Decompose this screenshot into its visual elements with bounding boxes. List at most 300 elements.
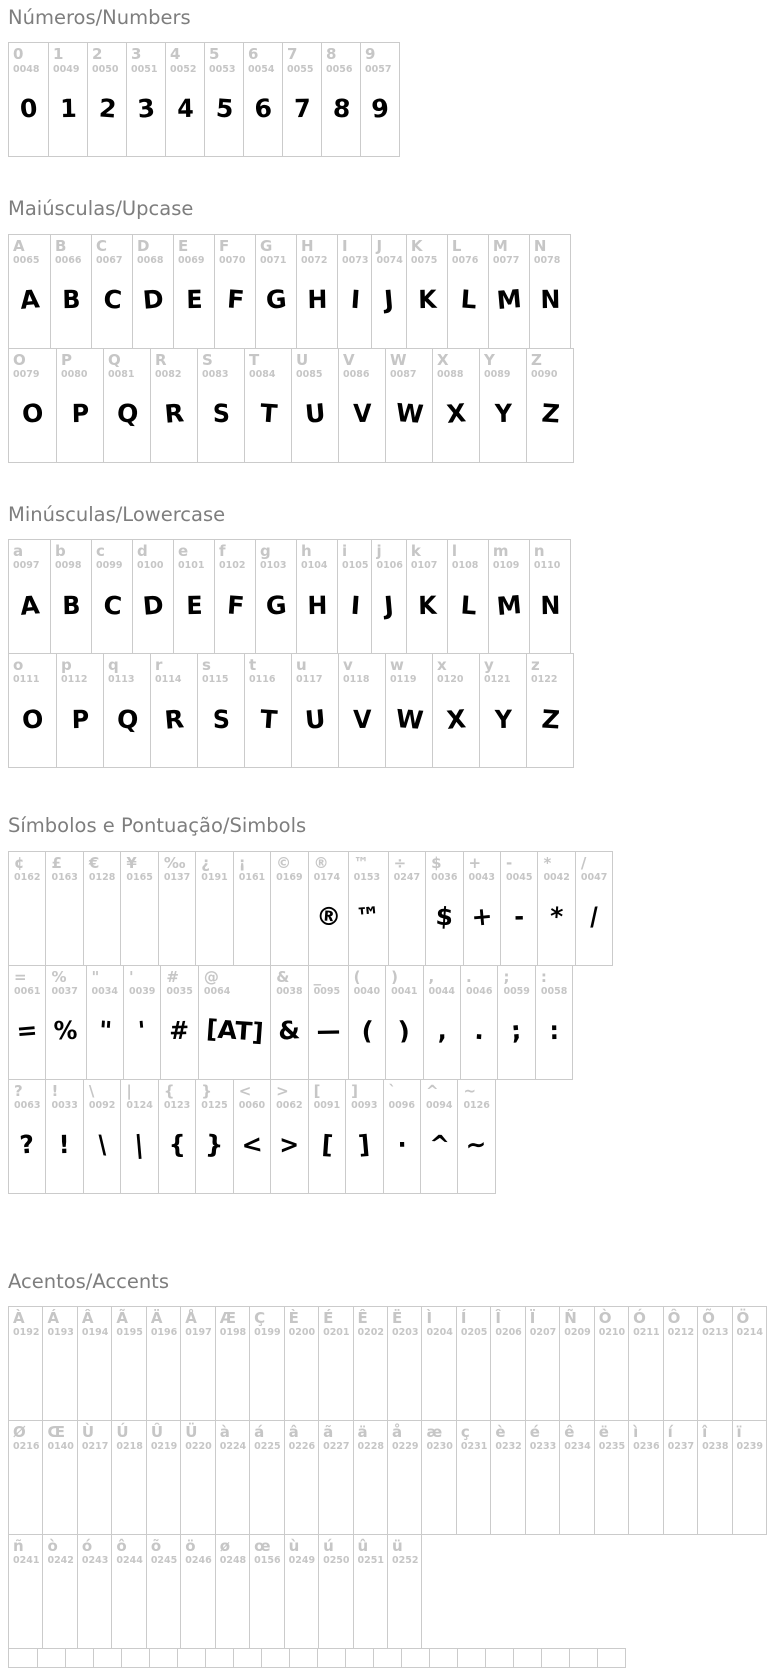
cell-char-label: h bbox=[301, 542, 312, 561]
cell-glyph: L bbox=[459, 285, 478, 316]
cell-glyph: B bbox=[62, 285, 81, 315]
cell-glyph: P bbox=[71, 399, 90, 429]
cell-char-label: ê bbox=[564, 1422, 575, 1441]
cell-char-label: ? bbox=[14, 1081, 23, 1100]
cell-code-label: 0101 bbox=[178, 560, 205, 572]
char-cell bbox=[497, 966, 534, 1079]
char-cell bbox=[37, 1649, 65, 1667]
cell-char-label: Z bbox=[531, 350, 542, 369]
cell-code-label: 0252 bbox=[391, 1555, 419, 1567]
cell-code-label: 0100 bbox=[137, 560, 164, 572]
cell-glyph: < bbox=[239, 1129, 264, 1161]
char-cell bbox=[215, 1307, 249, 1420]
cell-glyph: J bbox=[383, 590, 396, 621]
cell-glyph: N bbox=[540, 285, 561, 315]
char-cell bbox=[177, 1649, 205, 1667]
char-cell bbox=[594, 1307, 628, 1420]
char-row bbox=[8, 851, 613, 966]
char-cell bbox=[337, 235, 371, 348]
cell-char-label: p bbox=[61, 656, 72, 675]
cell-code-label: 0058 bbox=[540, 985, 568, 997]
cell-char-label: ó bbox=[81, 1536, 93, 1555]
cell-code-label: 0042 bbox=[543, 871, 570, 883]
char-cell bbox=[526, 349, 573, 462]
cell-glyph: ) bbox=[397, 1015, 412, 1046]
cell-glyph: G bbox=[264, 284, 288, 316]
char-cell bbox=[345, 1080, 382, 1193]
cell-char-label: m bbox=[492, 542, 509, 561]
char-table-lowercase bbox=[8, 539, 653, 768]
cell-char-label: } bbox=[201, 1081, 212, 1100]
cell-glyph bbox=[389, 1338, 421, 1413]
cell-char-label: K bbox=[410, 236, 423, 255]
cell-char-label: Î bbox=[495, 1308, 501, 1327]
cell-code-label: 0217 bbox=[81, 1441, 109, 1453]
cell-glyph: + bbox=[469, 901, 494, 933]
cell-glyph: T bbox=[259, 399, 279, 430]
cell-code-label: 0207 bbox=[529, 1327, 557, 1339]
cell-glyph: ™ bbox=[354, 901, 382, 933]
cell-glyph: Z bbox=[540, 399, 561, 430]
section-upcase bbox=[8, 197, 653, 462]
cell-code-label: 0062 bbox=[276, 1099, 303, 1111]
cell-glyph: U bbox=[303, 398, 327, 430]
cell-code-label: 0247 bbox=[393, 871, 421, 883]
cell-glyph: ^ bbox=[427, 1129, 451, 1161]
char-cell bbox=[597, 1649, 625, 1667]
cell-glyph: Y bbox=[494, 399, 513, 429]
char-cell bbox=[9, 1421, 42, 1534]
cell-char-label: 6 bbox=[248, 45, 259, 64]
cell-glyph: V bbox=[352, 704, 372, 735]
char-cell bbox=[150, 349, 197, 462]
cell-code-label: 0236 bbox=[633, 1441, 660, 1453]
char-cell bbox=[146, 1421, 180, 1534]
char-cell bbox=[91, 540, 132, 653]
cell-code-label: 0213 bbox=[702, 1327, 729, 1339]
cell-code-label: 0229 bbox=[391, 1441, 419, 1453]
cell-glyph bbox=[199, 882, 231, 957]
char-cell bbox=[126, 43, 165, 156]
cell-code-label: 0057 bbox=[365, 63, 392, 75]
char-cell bbox=[77, 1421, 111, 1534]
cell-char-label: Ë bbox=[391, 1308, 403, 1327]
cell-glyph: { bbox=[168, 1130, 186, 1160]
char-cell bbox=[529, 235, 570, 348]
cell-code-label: 0121 bbox=[484, 674, 511, 686]
char-cell bbox=[317, 1649, 345, 1667]
cell-code-label: 0114 bbox=[155, 674, 182, 686]
cell-char-label: L bbox=[451, 236, 462, 255]
cell-glyph bbox=[700, 1338, 732, 1413]
char-cell bbox=[388, 852, 425, 965]
char-row bbox=[8, 1420, 767, 1535]
cell-char-label: Y bbox=[484, 350, 495, 369]
cell-glyph bbox=[79, 1452, 111, 1527]
section-lowercase bbox=[8, 503, 653, 768]
char-cell bbox=[9, 349, 56, 462]
cell-glyph bbox=[358, 1566, 384, 1640]
cell-glyph: / bbox=[588, 902, 600, 932]
cell-glyph: K bbox=[417, 285, 437, 315]
cell-glyph: D bbox=[141, 590, 165, 621]
cell-code-label: 0120 bbox=[437, 674, 464, 686]
char-table-upcase bbox=[8, 234, 653, 463]
cell-glyph bbox=[113, 1338, 146, 1413]
char-cell bbox=[353, 1421, 387, 1534]
cell-char-label: z bbox=[531, 656, 540, 675]
char-cell bbox=[385, 349, 432, 462]
cell-glyph bbox=[123, 882, 156, 957]
cell-char-label: ® bbox=[313, 853, 329, 872]
char-cell bbox=[348, 966, 385, 1079]
cell-code-label: 0117 bbox=[296, 674, 323, 686]
cell-glyph: ' bbox=[136, 1016, 148, 1046]
cell-code-label: 0088 bbox=[437, 369, 464, 381]
cell-glyph bbox=[86, 882, 118, 957]
cell-char-label: æ bbox=[426, 1422, 443, 1441]
cell-code-label: 0068 bbox=[137, 255, 164, 267]
char-cell bbox=[541, 1649, 569, 1667]
cell-code-label: 0034 bbox=[91, 985, 118, 997]
char-row bbox=[8, 234, 571, 349]
cell-char-label: ( bbox=[353, 967, 361, 986]
cell-char-label: C bbox=[96, 236, 108, 255]
cell-char-label: ñ bbox=[13, 1536, 24, 1555]
cell-char-label: Õ bbox=[702, 1308, 715, 1327]
char-cell bbox=[77, 1307, 111, 1420]
cell-char-label: f bbox=[219, 542, 226, 561]
cell-char-label: s bbox=[202, 656, 211, 675]
cell-glyph bbox=[51, 883, 77, 957]
cell-glyph bbox=[320, 1452, 353, 1527]
cell-char-label: ø bbox=[219, 1536, 231, 1555]
cell-glyph: ] bbox=[357, 1129, 371, 1160]
cell-code-label: 0044 bbox=[428, 985, 455, 997]
cell-char-label: ) bbox=[391, 967, 398, 986]
char-cell bbox=[45, 852, 82, 965]
cell-code-label: 0201 bbox=[323, 1327, 350, 1339]
cell-code-label: 0048 bbox=[13, 63, 40, 75]
cell-code-label: 0230 bbox=[426, 1441, 453, 1453]
cell-code-label: 0200 bbox=[288, 1327, 316, 1339]
char-cell bbox=[663, 1421, 697, 1534]
cell-char-label: J bbox=[376, 236, 383, 255]
char-cell bbox=[214, 540, 255, 653]
char-row-cutoff bbox=[8, 1648, 626, 1668]
cell-char-label: S bbox=[202, 350, 213, 369]
cell-char-label: P bbox=[61, 350, 72, 369]
section-title-symbols: Símbolos e Pontuação/Simbols bbox=[8, 814, 307, 838]
char-cell bbox=[165, 43, 204, 156]
cell-glyph bbox=[11, 882, 44, 957]
cell-char-label: ô bbox=[116, 1536, 127, 1555]
char-cell bbox=[348, 852, 388, 965]
cell-char-label: 0 bbox=[13, 45, 24, 64]
char-cell bbox=[373, 1649, 401, 1667]
cell-code-label: 0080 bbox=[61, 369, 88, 381]
cell-glyph: J bbox=[383, 285, 396, 315]
char-cell bbox=[158, 852, 195, 965]
cell-char-label: { bbox=[163, 1081, 175, 1100]
cell-glyph: M bbox=[495, 589, 523, 622]
char-cell bbox=[255, 540, 296, 653]
cell-glyph: E bbox=[186, 590, 203, 621]
char-cell bbox=[321, 43, 360, 156]
cell-code-label: 0107 bbox=[410, 560, 438, 572]
char-cell bbox=[308, 1080, 345, 1193]
cell-glyph bbox=[461, 1452, 487, 1526]
cell-char-label: 8 bbox=[326, 45, 337, 64]
cell-glyph bbox=[47, 1566, 73, 1640]
cell-char-label: À bbox=[13, 1308, 25, 1327]
cell-glyph: X bbox=[445, 398, 468, 430]
cell-code-label: 0174 bbox=[313, 871, 341, 883]
cell-code-label: 0227 bbox=[323, 1441, 350, 1453]
char-cell bbox=[406, 235, 447, 348]
cell-code-label: 0216 bbox=[13, 1441, 40, 1453]
char-cell bbox=[180, 1421, 214, 1534]
char-cell bbox=[91, 235, 132, 348]
char-cell bbox=[284, 1421, 318, 1534]
cell-glyph: — bbox=[315, 1016, 341, 1046]
char-cell bbox=[233, 1649, 261, 1667]
cell-code-label: 0165 bbox=[126, 871, 153, 883]
cell-glyph bbox=[254, 1566, 280, 1640]
cell-code-label: 0041 bbox=[391, 985, 418, 997]
cell-glyph bbox=[461, 1338, 487, 1412]
cell-code-label: 0053 bbox=[209, 63, 236, 75]
cell-char-label: 5 bbox=[209, 45, 220, 64]
cell-char-label: É bbox=[323, 1308, 334, 1327]
cell-glyph: · bbox=[396, 1130, 407, 1160]
char-cell bbox=[173, 235, 214, 348]
cell-glyph: R bbox=[163, 704, 186, 735]
cell-glyph: Z bbox=[540, 704, 561, 735]
cell-char-label: õ bbox=[150, 1536, 162, 1555]
cell-glyph: & bbox=[277, 1015, 302, 1047]
char-cell bbox=[132, 235, 173, 348]
char-cell bbox=[513, 1649, 541, 1667]
char-cell bbox=[385, 654, 432, 767]
cell-glyph: 0 bbox=[18, 93, 39, 124]
cell-code-label: 0065 bbox=[13, 255, 40, 267]
char-cell bbox=[9, 654, 56, 767]
cell-char-label: * bbox=[543, 853, 552, 872]
section-accents bbox=[8, 1269, 763, 1668]
cell-char-label: ÷ bbox=[393, 853, 407, 872]
cell-char-label: ¥ bbox=[126, 853, 137, 872]
cell-char-label: ¡ bbox=[238, 853, 246, 872]
cell-code-label: 0110 bbox=[533, 560, 561, 572]
cell-glyph bbox=[564, 1338, 590, 1412]
cell-char-label: [ bbox=[313, 1081, 321, 1100]
char-cell bbox=[233, 1080, 270, 1193]
cell-char-label: > bbox=[276, 1081, 289, 1100]
cell-code-label: 0224 bbox=[219, 1441, 247, 1453]
cell-char-label: @ bbox=[203, 967, 219, 986]
char-cell bbox=[215, 1421, 249, 1534]
cell-code-label: 0033 bbox=[51, 1099, 78, 1111]
char-cell bbox=[697, 1421, 731, 1534]
cell-code-label: 0209 bbox=[564, 1327, 591, 1339]
cell-glyph: G bbox=[264, 590, 288, 621]
cell-char-label: + bbox=[468, 853, 482, 872]
cell-glyph: 4 bbox=[176, 94, 194, 124]
cell-glyph bbox=[596, 1338, 628, 1413]
cell-glyph bbox=[79, 1566, 111, 1641]
char-cell bbox=[338, 349, 385, 462]
cell-char-label: x bbox=[437, 656, 447, 675]
cell-code-label: 0064 bbox=[203, 985, 231, 997]
cell-char-label: ì bbox=[633, 1422, 639, 1441]
cell-char-label: ` bbox=[388, 1081, 397, 1100]
cell-code-label: 0210 bbox=[598, 1327, 626, 1339]
char-row bbox=[8, 653, 574, 768]
cell-char-label: ã bbox=[323, 1422, 334, 1441]
char-table-accents bbox=[8, 1306, 763, 1668]
cell-char-label: v bbox=[343, 656, 353, 675]
char-row bbox=[8, 1534, 422, 1649]
cell-code-label: 0203 bbox=[391, 1327, 419, 1339]
char-cell bbox=[48, 43, 87, 156]
cell-glyph: F bbox=[226, 285, 246, 316]
cell-char-label: ¢ bbox=[14, 853, 25, 872]
cell-char-label: X bbox=[437, 350, 449, 369]
cell-code-label: 0212 bbox=[667, 1327, 695, 1339]
cell-code-label: 0105 bbox=[342, 560, 369, 572]
char-cell bbox=[485, 1649, 513, 1667]
char-cell bbox=[103, 654, 150, 767]
cell-char-label: Ñ bbox=[564, 1308, 577, 1327]
cell-char-label: O bbox=[13, 350, 26, 369]
cell-code-label: 0242 bbox=[47, 1555, 74, 1567]
cell-code-label: 0067 bbox=[96, 255, 123, 267]
cell-glyph: > bbox=[279, 1130, 300, 1160]
cell-code-label: 0102 bbox=[219, 560, 246, 572]
cell-code-label: 0073 bbox=[342, 255, 369, 267]
cell-glyph bbox=[79, 1338, 111, 1413]
char-cell bbox=[42, 1535, 76, 1648]
cell-char-label: î bbox=[702, 1422, 708, 1441]
cell-glyph bbox=[527, 1338, 560, 1413]
cell-char-label: B bbox=[55, 236, 67, 255]
cell-char-label: Ï bbox=[529, 1308, 536, 1327]
char-row bbox=[8, 1079, 496, 1194]
cell-glyph: H bbox=[307, 590, 328, 621]
section-numbers bbox=[8, 6, 653, 157]
char-cell bbox=[195, 1080, 232, 1193]
char-cell bbox=[425, 852, 462, 965]
section-title-lowercase: Minúsculas/Lowercase bbox=[8, 502, 226, 526]
char-cell bbox=[420, 1080, 457, 1193]
char-cell bbox=[432, 349, 479, 462]
cell-code-label: 0196 bbox=[150, 1327, 178, 1339]
cell-code-label: 0079 bbox=[13, 369, 40, 381]
cell-char-label: ä bbox=[357, 1422, 368, 1441]
cell-code-label: 0226 bbox=[288, 1441, 316, 1453]
cell-char-label: G bbox=[260, 236, 273, 255]
char-row bbox=[8, 539, 571, 654]
char-cell bbox=[559, 1307, 593, 1420]
cell-code-label: 0104 bbox=[301, 560, 328, 572]
cell-code-label: 0066 bbox=[55, 255, 82, 267]
cell-glyph bbox=[217, 1452, 250, 1527]
cell-glyph: Q bbox=[116, 704, 140, 735]
char-cell bbox=[205, 1649, 233, 1667]
cell-char-label: U bbox=[296, 350, 309, 369]
char-cell bbox=[447, 235, 488, 348]
char-cell bbox=[308, 966, 348, 1079]
cell-char-label: $ bbox=[431, 853, 442, 872]
cell-code-label: 0036 bbox=[431, 871, 458, 883]
cell-glyph bbox=[733, 1338, 766, 1413]
cell-code-label: 0123 bbox=[163, 1099, 191, 1111]
cell-glyph bbox=[183, 1338, 215, 1413]
cell-glyph bbox=[10, 1452, 43, 1527]
cell-char-label: F bbox=[219, 236, 230, 255]
cell-char-label: € bbox=[88, 853, 100, 872]
cell-char-label: : bbox=[540, 967, 547, 986]
cell-char-label: ö bbox=[185, 1536, 196, 1555]
char-cell bbox=[197, 349, 244, 462]
char-cell bbox=[42, 1421, 76, 1534]
char-cell bbox=[460, 966, 497, 1079]
cell-glyph: W bbox=[394, 398, 425, 430]
char-cell bbox=[146, 1535, 180, 1648]
cell-glyph: ® bbox=[314, 901, 342, 933]
cell-code-label: 0220 bbox=[185, 1441, 212, 1453]
cell-char-label: e bbox=[178, 542, 189, 561]
char-cell bbox=[56, 654, 103, 767]
char-cell bbox=[383, 1080, 420, 1193]
cell-glyph: R bbox=[163, 398, 186, 430]
cell-glyph bbox=[700, 1452, 732, 1527]
cell-code-label: 0124 bbox=[126, 1099, 153, 1111]
char-cell bbox=[50, 235, 91, 348]
char-cell bbox=[261, 1649, 289, 1667]
cell-char-label: 7 bbox=[287, 45, 298, 64]
char-cell bbox=[9, 540, 50, 653]
cell-char-label: E bbox=[178, 236, 189, 255]
cell-char-label: å bbox=[391, 1422, 403, 1441]
char-cell bbox=[45, 1080, 82, 1193]
cell-code-label: 0108 bbox=[451, 560, 479, 572]
cell-code-label: 0195 bbox=[116, 1327, 143, 1339]
cell-char-label: t bbox=[249, 656, 257, 675]
cell-code-label: 0161 bbox=[238, 871, 266, 883]
cell-char-label: w bbox=[390, 656, 404, 675]
cell-code-label: 0234 bbox=[564, 1441, 591, 1453]
cell-char-label: ò bbox=[47, 1536, 58, 1555]
cell-char-label: I bbox=[342, 236, 348, 255]
cell-glyph: # bbox=[169, 1016, 190, 1046]
cell-glyph bbox=[286, 1566, 318, 1641]
cell-glyph: S bbox=[212, 704, 231, 735]
char-cell bbox=[318, 1421, 352, 1534]
cell-char-label: Ú bbox=[116, 1422, 129, 1441]
char-cell bbox=[479, 654, 526, 767]
cell-glyph bbox=[630, 1452, 663, 1527]
cell-code-label: 0071 bbox=[260, 255, 287, 267]
cell-glyph: 3 bbox=[136, 93, 157, 124]
char-cell bbox=[663, 1307, 697, 1420]
char-cell bbox=[83, 852, 120, 965]
cell-code-label: 0238 bbox=[702, 1441, 729, 1453]
cell-code-label: 0194 bbox=[81, 1327, 109, 1339]
cell-glyph: 1 bbox=[59, 94, 77, 124]
char-cell bbox=[173, 540, 214, 653]
